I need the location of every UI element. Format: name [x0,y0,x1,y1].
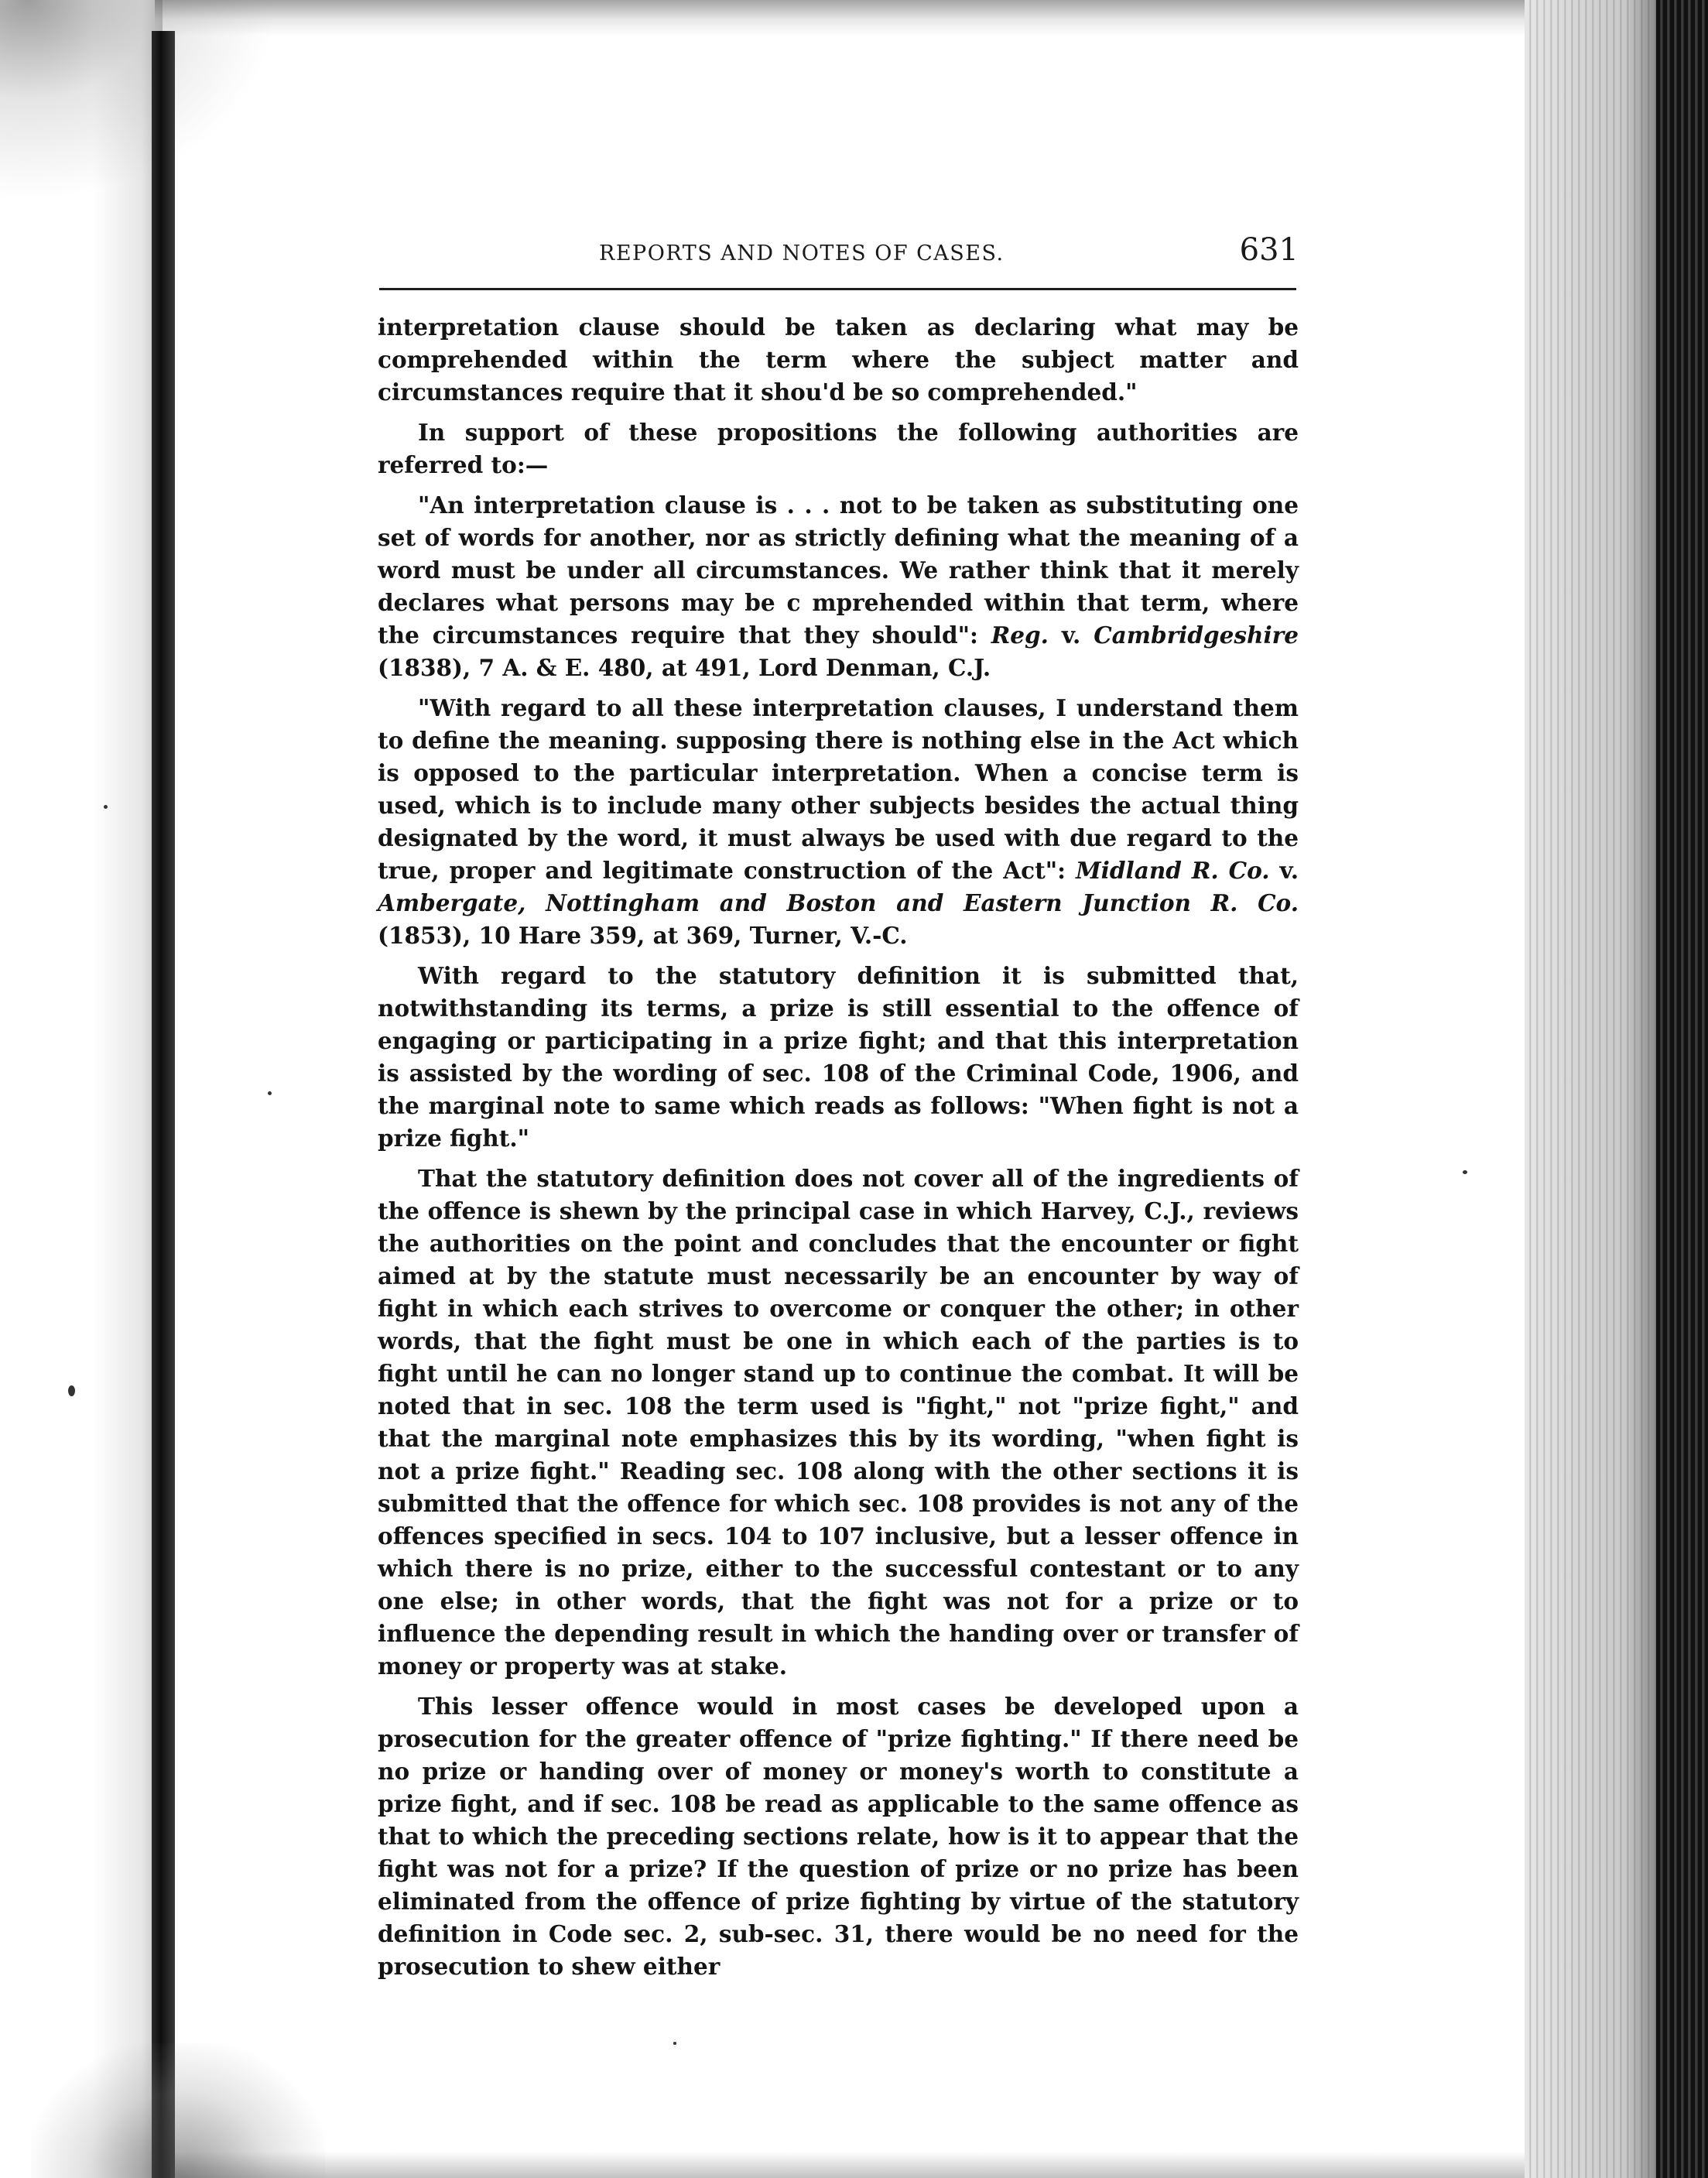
case-name: Reg. [991,622,1049,649]
paragraph: This lesser offence would in most cases be developed upon a prosecution for the greater offence of "prize fighting." If there need be no prize or handing over of money or money's worth to constitute a prize fight, and if sec. 108 be read as applicable to the same offence as that to which the preceding sections relate, how is it to appear that the fight was not for a prize? If the question of prize or no prize has been eliminated from the offence of prize fighting by virtue of the statutory definition in Code sec. 2, sub-sec. 31, there would be no need for the prosecution to shew either [378,1693,1299,1980]
quotation-paragraph [378,692,1299,952]
paragraph: In support of these propositions the following authorities are referred to:— [378,419,1299,478]
case-party: Cambridgeshire [1094,622,1299,649]
citation: (1853), 10 Hare 359, at 369, Turner, V.-C. [378,922,908,949]
stray-mark [1463,1170,1467,1174]
paragraph: With regard to the statutory definition it is submitted that, notwithstanding its terms, a prize is still essential to the offence of engaging or participating in a prize fight; and that this interpretation is assisted by the wording of sec. 108 of the Criminal Code, 1906, and the marginal note to same which reads as follows: "When fight is not a prize fight." [378,962,1299,1152]
stray-mark [68,1385,75,1396]
quotation-paragraph [378,489,1299,684]
book-spine [152,31,175,2178]
case-party: Ambergate, Nottingham and Boston and Eastern Junction R. Co. [378,889,1299,916]
stray-mark [268,1091,272,1095]
body-text [378,311,1299,1983]
case-name: Midland R. Co. [1076,857,1270,884]
versus: v. [1048,622,1094,649]
running-head-title: REPORTS AND NOTES OF CASES. [599,241,1005,265]
stray-mark [104,805,108,809]
paragraph: interpretation clause should be taken as declaring what may be comprehended within the term where the subject matter and circumstances require that it shou'd be so comprehended." [378,313,1299,406]
quotation-text: "An interpretation clause is . . . not to be taken as substituting one set of words for another, nor as strictly defining what the meaning of a word must be under all circumstances. We rather think that it merely declares what persons may be c mprehended within that term, where the circumstances require that they should": [378,491,1299,649]
quotation-text: "With regard to all these interpretation clauses, I understand them to define the meaning. supposing there is nothing else in the Act which is opposed to the particular interpretation. When a concise term is used, which is to include many other subjects besides the actual thing designated by the word, it must always be used with due regard to the true, proper and legitimate construction of the Act": [378,694,1299,884]
running-head [378,232,1299,279]
versus: v. [1269,857,1299,884]
page-edges-binding [1656,0,1708,2178]
citation: (1838), 7 A. & E. 480, at 491, Lord Denman, C.J. [378,654,991,681]
header-rule [379,288,1296,290]
stray-mark [673,2042,676,2045]
paragraph: That the statutory definition does not cover all of the ingredients of the offence is shewn by the principal case in which Harvey, C.J., reviews the authorities on the point and concludes that the encounter or fight aimed at by the statute must necessarily be an encounter by way of fight in which each strives to overcome or conquer the other; in other words, that the fight must be one in which each of the parties is to fight until he can no longer stand up to continue the combat. It will be noted that in sec. 108 the term used is "fight," not "prize fight," and that the marginal note emphasizes this by its wording, "when fight is not a prize fight." Reading sec. 108 along with the other sections it is submitted that the offence for which sec. 108 provides is not any of the offences specified in secs. 104 to 107 inclusive, but a lesser offence in which there is no prize, either to the successful contestant or to any one else; in other words, that the fight was not for a prize or to influence the depending result in which the handing over or transfer of money or property was at stake. [378,1165,1299,1680]
page-number: 631 [1239,232,1299,268]
scan-bottom-edge [170,2152,1532,2178]
scan-top-edge [155,0,1532,36]
